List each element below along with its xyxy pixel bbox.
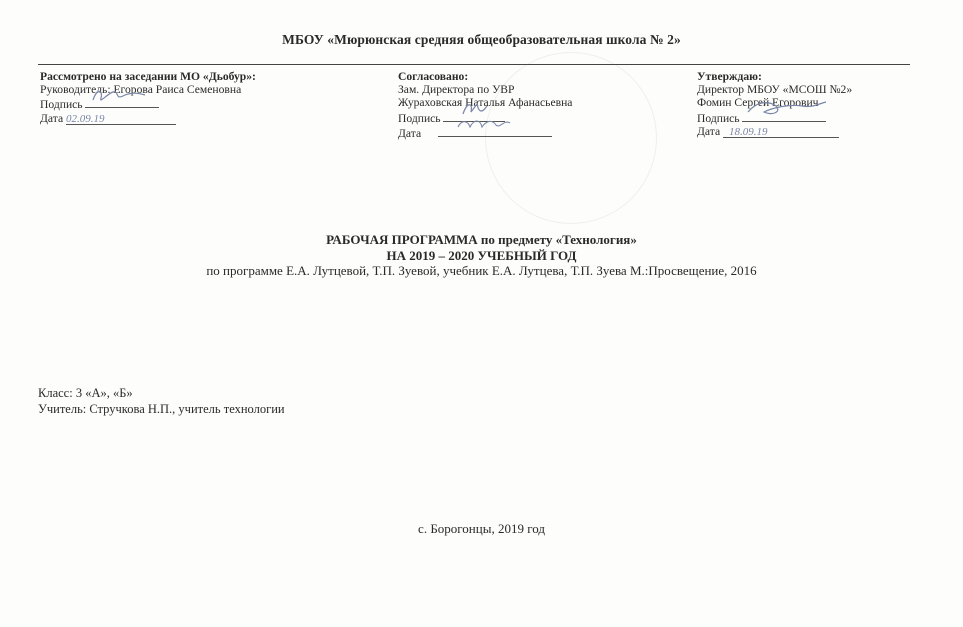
handwritten-date-icon — [438, 115, 552, 135]
approved-heading: Утверждаю: — [697, 70, 762, 83]
reviewed-date-value: 02.09.19 — [66, 113, 176, 125]
agreed-signature-label: Подпись — [398, 111, 441, 125]
approved-signature-line — [697, 110, 927, 125]
place-year: с. Борогонцы, 2019 год — [418, 521, 545, 536]
class-line: Класс: 3 «А», «Б» — [38, 386, 133, 400]
approved-name: Фомин Сергей Егорович — [697, 96, 819, 110]
approval-approved — [697, 70, 927, 138]
approved-signature-label: Подпись — [697, 111, 740, 125]
agreed-date-label: Дата — [398, 126, 422, 140]
agreed-date-line — [398, 125, 668, 140]
reviewed-date-line — [40, 112, 370, 125]
program-title-block — [0, 232, 963, 279]
reviewed-heading: Рассмотрено на заседании МО «Дьобур»: — [40, 70, 256, 83]
reviewed-leader: Руководитель: Егорова Раиса Семеновна — [40, 83, 242, 97]
agreed-date-signature — [438, 125, 552, 137]
approval-agreed — [398, 70, 668, 140]
teacher-line: Учитель: Стручкова Н.П., учитель технологии — [38, 401, 285, 416]
agreed-heading: Согласовано: — [398, 70, 469, 83]
program-title: РАБОЧАЯ ПРОГРАММА по предмету «Технология» — [326, 232, 637, 247]
program-year: НА 2019 – 2020 УЧЕБНЫЙ ГОД — [386, 247, 577, 263]
agreed-position: Зам. Директора по УВР — [398, 83, 515, 97]
agreed-name: Жураховская Наталья Афанасьевна — [398, 96, 573, 110]
class-teacher-info — [38, 386, 285, 417]
approved-date-label: Дата — [697, 124, 721, 138]
reviewed-signature — [85, 96, 159, 108]
school-name: МБОУ «Мюрюнская средняя общеобразовательная школа № 2» — [282, 32, 681, 47]
approval-reviewed — [40, 70, 370, 125]
approved-date-line — [697, 125, 927, 138]
approved-date-value: 18.09.19 — [723, 126, 839, 138]
approved-position: Директор МБОУ «МСОШ №2» — [697, 83, 853, 97]
approved-signature — [742, 110, 826, 122]
program-basis: по программе Е.А. Лутцевой, Т.П. Зуевой, учебник Е.А. Лутцева, Т.П. Зуева М.:Просвещение, 2016 — [206, 263, 757, 278]
handwritten-signature-icon — [85, 86, 159, 106]
handwritten-signature-icon — [742, 100, 826, 122]
header-divider — [38, 64, 910, 65]
reviewed-date-label: Дата — [40, 111, 64, 125]
reviewed-signature-line — [40, 96, 370, 111]
reviewed-signature-label: Подпись — [40, 98, 83, 112]
